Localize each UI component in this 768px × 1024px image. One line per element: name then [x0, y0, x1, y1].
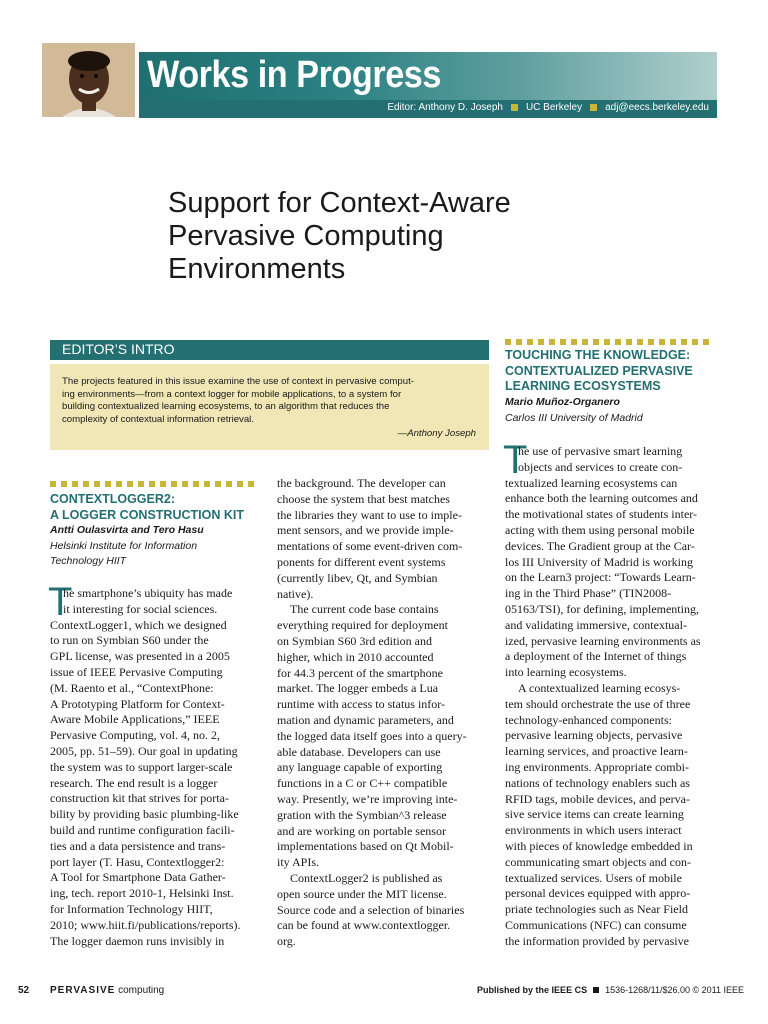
body-line: ing in the Third Phase” (TIN2008- — [505, 586, 672, 601]
editor-name: Editor: Anthony D. Joseph — [387, 102, 503, 113]
body-line: (currently libev, Qt, and Symbian — [277, 570, 438, 585]
intro-heading: EDITOR’S INTRO — [62, 341, 175, 357]
body-line: tem should orchestrate the use of three — [505, 696, 691, 711]
body-line: ity APIs. — [277, 855, 320, 870]
body-line: higher, which in 2010 accounted — [277, 649, 434, 664]
body-line: textualized services. Users of mobile — [505, 870, 682, 885]
body-line: 05163/TSI), for defining, implementing, — [505, 601, 699, 616]
intro-line: complexity of contextual information retrieval. — [62, 413, 254, 425]
drop-cap: T — [503, 438, 528, 482]
header-meta — [387, 102, 709, 113]
body-line: ing environments. Appropriate combi- — [505, 759, 689, 774]
section-heading-line: TOUCHING THE KNOWLEDGE: — [505, 348, 691, 362]
article-title-line: Pervasive Computing — [168, 220, 444, 252]
body-line: any language capable of exporting — [277, 760, 443, 775]
article-title-line: Support for Context-Aware — [168, 187, 511, 219]
body-column-2 — [277, 476, 489, 950]
body-column-3 — [505, 444, 717, 950]
affiliation-line: Carlos III University of Madrid — [505, 412, 643, 424]
drop-cap: T — [48, 580, 73, 624]
body-line: market. The logger embeds a Lua — [277, 681, 439, 696]
body-line: and validating immersive, contextual- — [505, 617, 687, 632]
body-line: and are working on portable sensor — [277, 823, 446, 838]
body-line: mentations of some event-driven com- — [277, 539, 463, 554]
body-line: can be found at www.contextlogger. — [277, 918, 451, 933]
body-line: on the Learn3 project: “Towards Learn- — [505, 570, 696, 585]
body-line: ing, tech. report 2010-1, Helsinki Inst. — [50, 886, 234, 901]
body-line: A Prototyping Platform for Context- — [50, 696, 225, 711]
body-line: the background. The developer can — [277, 476, 446, 490]
body-line: communicating smart objects and con- — [505, 854, 691, 869]
magazine-name-bold: PERVASIVE — [50, 985, 116, 996]
body-line: 2005, pp. 51–59). Our goal in updating — [50, 743, 238, 758]
body-line: a deployment of the Internet of things — [505, 649, 687, 664]
body-line: able database. Developers can use — [277, 744, 441, 759]
body-line: bility by providing basic plumbing-like — [50, 807, 239, 822]
body-line: open source under the MIT license. — [277, 886, 447, 901]
section-affiliation — [50, 539, 197, 569]
intro-text — [62, 376, 472, 426]
intro-signature: —Anthony Joseph — [397, 428, 476, 439]
body-line: he use of pervasive smart learning — [518, 444, 683, 458]
body-line: learning services, and proactive learn- — [505, 744, 688, 759]
section-heading-line: A LOGGER CONSTRUCTION KIT — [50, 507, 244, 522]
body-line: to run on Symbian S60 under the — [50, 633, 209, 648]
separator-square-icon — [593, 987, 599, 993]
editor-email[interactable]: adj@eecs.berkeley.edu — [605, 102, 709, 113]
article-title-line: Environments — [168, 253, 346, 285]
body-line: gration with the Symbian^3 release — [277, 807, 447, 822]
section-separator — [50, 481, 254, 487]
affiliation-line: Technology HIIT — [50, 555, 127, 567]
intro-line: The projects featured in this issue examine the use of context in pervasive comput- — [62, 376, 414, 387]
body-line: native). — [277, 586, 314, 601]
body-line: Communications (NFC) can consume — [505, 917, 687, 932]
section-heading-contextlogger — [50, 492, 244, 523]
body-line: everything required for deployment — [277, 618, 448, 633]
body-line: functions in a C or C++ compatible — [277, 776, 448, 791]
body-line: for Information Technology HIIT, — [50, 901, 213, 916]
column-title: Works in Progress — [147, 54, 441, 96]
body-line: it interesting for social sciences. — [63, 601, 218, 616]
body-line: ContextLogger1, which we designed — [50, 617, 227, 632]
body-line: The current code base contains — [290, 602, 439, 617]
section-authors: Antti Oulasvirta and Tero Hasu — [50, 524, 204, 536]
body-line: on Symbian S60 3rd edition and — [277, 633, 432, 648]
section-heading-line: LEARNING ECOSYSTEMS — [505, 379, 661, 393]
body-line: the system was to support larger-scale — [50, 759, 233, 774]
separator-square-icon — [511, 104, 518, 111]
body-line: The logger daemon runs invisibly in — [50, 933, 225, 948]
body-line: the motivational states of students inter- — [505, 507, 698, 522]
body-line: into learning ecosystems. — [505, 665, 627, 680]
body-line: RFID tags, mobile devices, and perva- — [505, 791, 690, 806]
editor-photo — [42, 43, 135, 117]
body-line: build and runtime configuration facili- — [50, 822, 235, 837]
body-line: textualized learning ecosystems can — [505, 475, 678, 490]
body-line: org. — [277, 934, 296, 949]
body-line: he smartphone’s ubiquity has made — [63, 586, 233, 600]
published-by: Published by the IEEE CS — [477, 985, 588, 995]
body-line: choose the system that best matches — [277, 491, 450, 506]
editor-affiliation: UC Berkeley — [525, 102, 583, 113]
body-line: GPL license, was presented in a 2005 — [50, 649, 230, 664]
body-line: los III University of Madrid is working — [505, 554, 693, 569]
body-line: way. Presently, we’re improving inte- — [277, 791, 458, 806]
body-line: nations of technology enablers such as — [505, 775, 690, 790]
body-line: Source code and a selection of binaries — [277, 902, 465, 917]
body-line: pervasive learning objects, pervasive — [505, 728, 683, 743]
section-separator — [505, 339, 709, 345]
section-heading-learning — [505, 348, 693, 395]
article-title — [168, 187, 638, 286]
body-line: for 44.3 percent of the smartphone — [277, 665, 443, 680]
issn: 1536-1268/11/$26.00 © 2011 IEEE — [605, 985, 744, 995]
section-heading-line: CONTEXTLOGGER2: — [50, 492, 176, 506]
body-line: the information provided by pervasive — [505, 933, 689, 948]
intro-line: building contextualized learning ecosystems, to an algorithm that reduces the — [62, 401, 390, 413]
body-line: runtime with access to status infor- — [277, 697, 446, 712]
body-line: technology-enhanced components: — [505, 712, 672, 727]
body-line: Aware Mobile Applications,” IEEE — [50, 712, 220, 727]
intro-line: ing environments—from a context logger for mobile applications, to a system for — [62, 388, 402, 400]
magazine-name-rest: computing — [118, 985, 165, 996]
separator-square-icon — [590, 104, 597, 111]
body-line: research. The end result is a logger — [50, 775, 218, 790]
body-line: acting with them using personal mobile — [505, 522, 695, 537]
body-line: with pieces of knowledge embedded in — [505, 838, 693, 853]
body-line: the logged data itself goes into a query- — [277, 728, 467, 743]
body-column-1 — [50, 586, 262, 949]
body-line: A contextualized learning ecosys- — [518, 680, 681, 695]
body-line: ment sensors, and we provide imple- — [277, 523, 454, 538]
body-line: implementations based on Qt Mobil- — [277, 839, 454, 854]
body-line: ized, pervasive learning environments as — [505, 633, 701, 648]
body-line: mation and dynamic parameters, and — [277, 712, 454, 727]
body-line: objects and services to create con- — [518, 459, 683, 474]
body-line: construction kit that strives for porta- — [50, 791, 229, 806]
body-line: (M. Raento et al., “ContextPhone: — [50, 680, 214, 695]
section-authors: Mario Muñoz-Organero — [505, 396, 620, 408]
body-line: A Tool for Smartphone Data Gather- — [50, 870, 226, 885]
affiliation-line: Helsinki Institute for Information — [50, 540, 198, 552]
body-line: sive service items can create learning — [505, 807, 684, 822]
body-line: priate technologies such as Near Field — [505, 902, 688, 917]
body-line: the libraries they want to use to imple- — [277, 507, 462, 522]
body-line: ties and a data persistence and trans- — [50, 838, 226, 853]
body-line: issue of IEEE Pervasive Computing — [50, 664, 223, 679]
body-line: port layer (T. Hasu, Contextlogger2: — [50, 854, 225, 869]
body-line: environments in which users interact — [505, 823, 682, 838]
body-line: 2010; www.hiit.fi/publications/reports). — [50, 917, 241, 932]
body-line: ponents for different event systems — [277, 554, 446, 569]
body-line: enhance both the learning outcomes and — [505, 491, 698, 506]
body-line: devices. The Gradient group at the Car- — [505, 538, 695, 553]
publisher-info — [477, 985, 744, 995]
body-line: Pervasive Computing, vol. 4, no. 2, — [50, 728, 220, 743]
magazine-name — [50, 985, 164, 996]
body-line: ContextLogger2 is published as — [290, 870, 443, 885]
body-line: personal devices equipped with appro- — [505, 886, 691, 901]
section-heading-line: CONTEXTUALIZED PERVASIVE — [505, 363, 693, 378]
section-affiliation — [505, 411, 643, 426]
page-number: 52 — [18, 985, 30, 996]
